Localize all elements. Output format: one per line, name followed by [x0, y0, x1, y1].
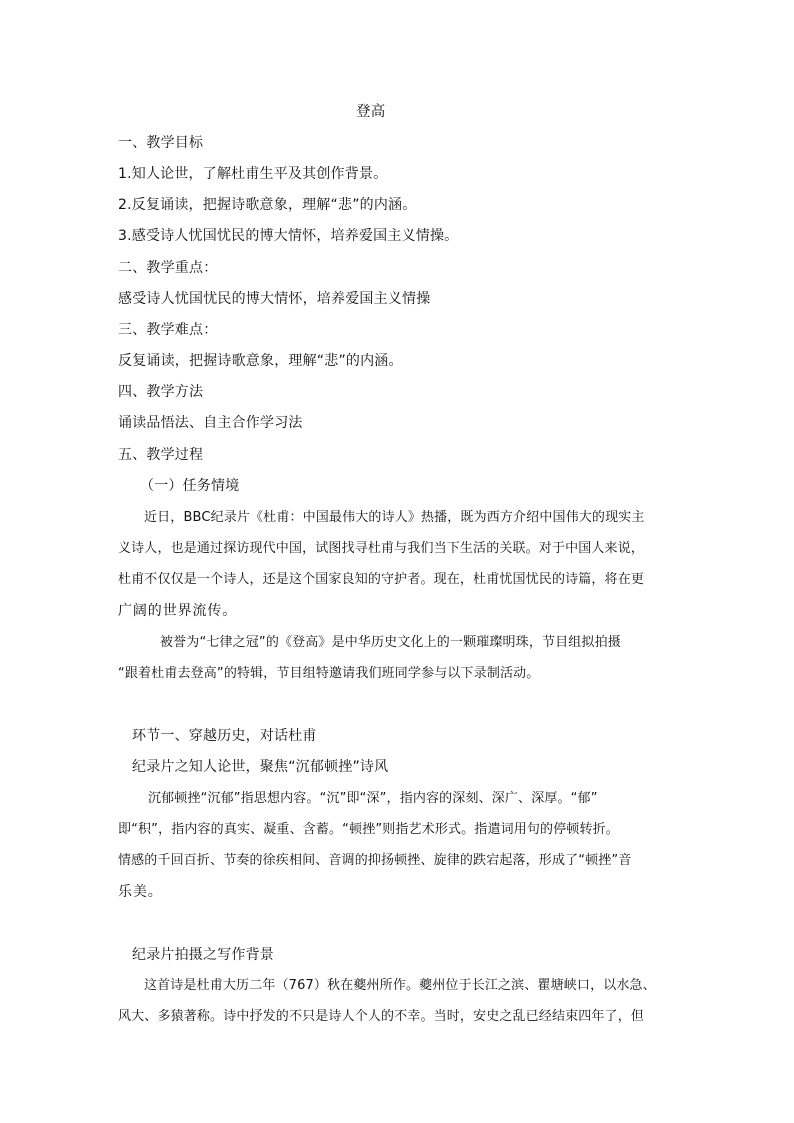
segment1-heading: 环节一、穿越历史，对话杜甫: [132, 728, 317, 744]
chenyu-line: 乐美。: [118, 884, 163, 900]
background-line: 风大、多猿著称。诗中抒发的不只是诗人个人的不幸。当时，安史之乱已经结束四年了，但: [118, 1009, 645, 1024]
method-heading: 四、教学方法: [118, 384, 204, 400]
process-heading: 五、教学过程: [118, 447, 204, 463]
difficulty-text: 反复诵读，把握诗歌意象，理解“悲”的内涵。: [118, 353, 403, 369]
key-heading: 二、教学重点：: [118, 260, 218, 276]
task-heading: （一）任务情境: [140, 478, 240, 494]
objective-item: 3.感受诗人忧国忧民的博大情怀，培养爱国主义情操。: [118, 228, 459, 244]
objectives-heading: 一、教学目标: [118, 135, 204, 151]
chenyu-line: 情感的千回百折、节奏的徐疾相间、音调的抑扬顿挫、旋律的跌宕起落，形成了“顿挫”音: [118, 853, 632, 868]
program-line: 被誉为“七律之冠”的《登高》是中华历史文化上的一颗璀璨明珠，节目组拟拍摄: [160, 635, 621, 650]
background-heading: 纪录片拍摄之写作背景: [132, 947, 274, 963]
difficulty-heading: 三、教学难点：: [118, 322, 218, 338]
chenyu-line: 沉郁顿挫“沉郁”指思想内容。“沉”即“深”，指内容的深刻、深广、深厚。“郁”: [148, 791, 598, 806]
intro-line: 近日，BBC纪录片《杜甫：中国最伟大的诗人》热播，既为西方介绍中国伟大的现实主: [144, 510, 645, 525]
objective-item: 1.知人论世，了解杜甫生平及其创作背景。: [118, 166, 388, 182]
background-line: 这首诗是杜甫大历二年（767）秋在夔州所作。夔州位于长江之滨、瞿塘峡口，以水急、: [144, 978, 656, 993]
chenyu-line: 即“积”，指内容的真实、凝重、含蓄。“顿挫”则指艺术形式。指遣词用句的停顿转折。: [118, 822, 619, 837]
doc-title: 登高: [356, 104, 386, 120]
segment1-subheading: 纪录片之知人论世，聚焦“沉郁顿挫”诗风: [132, 759, 389, 775]
program-line: “跟着杜甫去登高”的特辑，节目组特邀请我们班同学参与以下录制活动。: [118, 666, 540, 681]
key-text: 感受诗人忧国忧民的博大情怀，培养爱国主义情操: [118, 291, 431, 307]
intro-line: 杜甫不仅仅是一个诗人，还是这个国家良知的守护者。现在，杜甫忧国忧民的诗篇，将在更: [118, 572, 645, 587]
intro-line: 广阔的世界流传。: [118, 603, 238, 619]
objective-item: 2.反复诵读，把握诗歌意象，理解“悲”的内涵。: [118, 197, 417, 213]
method-text: 诵读品悟法、自主合作学习法: [118, 415, 303, 431]
intro-line: 义诗人，也是通过探访现代中国，试图找寻杜甫与我们当下生活的关联。对于中国人来说，: [118, 541, 645, 556]
